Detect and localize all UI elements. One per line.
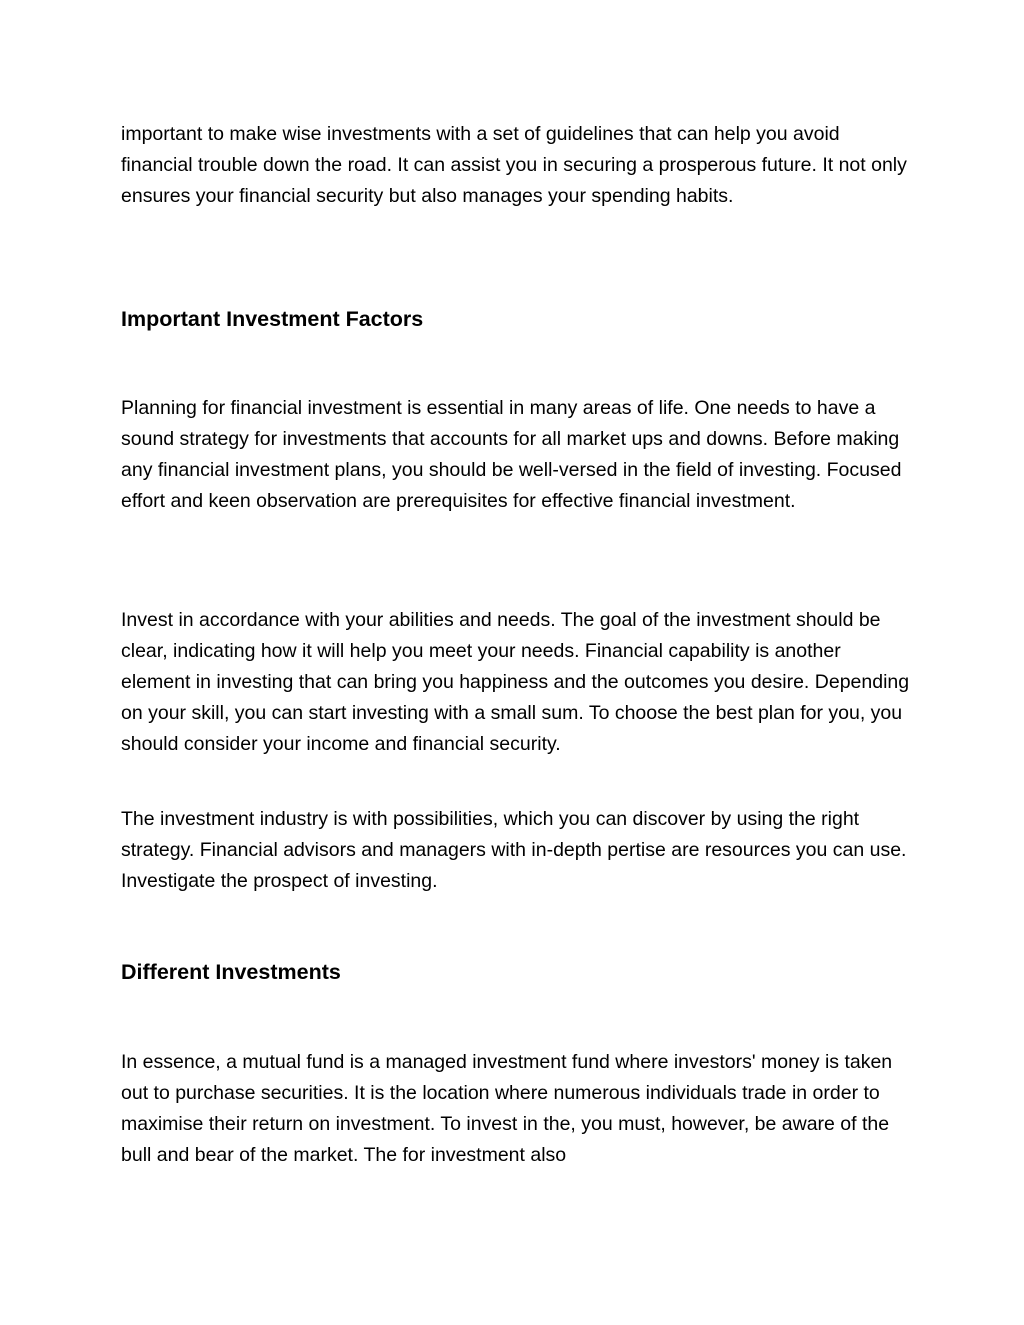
heading-text: Important Investment Factors — [121, 307, 424, 331]
invest-abilities-paragraph — [121, 605, 911, 760]
industry-paragraph — [121, 804, 911, 897]
section-heading-investment-factors — [121, 304, 911, 334]
intro-paragraph — [121, 119, 911, 212]
paragraph-text: Invest in accordance with your abilities and needs. The goal of the investment should be clear, indicating how it will help you meet your needs. Financial capability is another element in investing that can bring you happiness and the outcomes you desire. Depending on your skill, you can start investing with a small sum. To choose the best plan for you, you should consider your income and financial security. — [121, 609, 910, 755]
paragraph-text: The investment industry is with possibilities, which you can discover by using the right strategy. Financial advisors and managers with in-depth pertise are resources you can use. Investigate the prospect of investing. — [121, 808, 907, 892]
paragraph-text: In essence, a mutual fund is a managed investment fund where investors' money is taken out to purchase securities. It is the location where numerous individuals trade in order to maximise their return on investment. To invest in the, you must, however, be aware of the bull and bear of the market. The for investment also — [121, 1051, 893, 1166]
planning-paragraph — [121, 393, 911, 517]
paragraph-text: Planning for financial investment is essential in many areas of life. One needs to have a sound strategy for investments that accounts for all market ups and downs. Before making any financial investment plans, you should be well-versed in the field of investing. Focused effort and keen observation are prerequisites for effective financial investment. — [121, 397, 902, 512]
heading-text: Different Investments — [121, 960, 341, 984]
mutual-fund-paragraph — [121, 1047, 911, 1171]
paragraph-text: important to make wise investments with a set of guidelines that can help you avoid financial trouble down the road. It can assist you in securing a prosperous future. It not only ensures your financial security but also manages your spending habits. — [121, 123, 907, 207]
section-heading-different-investments — [121, 957, 911, 987]
